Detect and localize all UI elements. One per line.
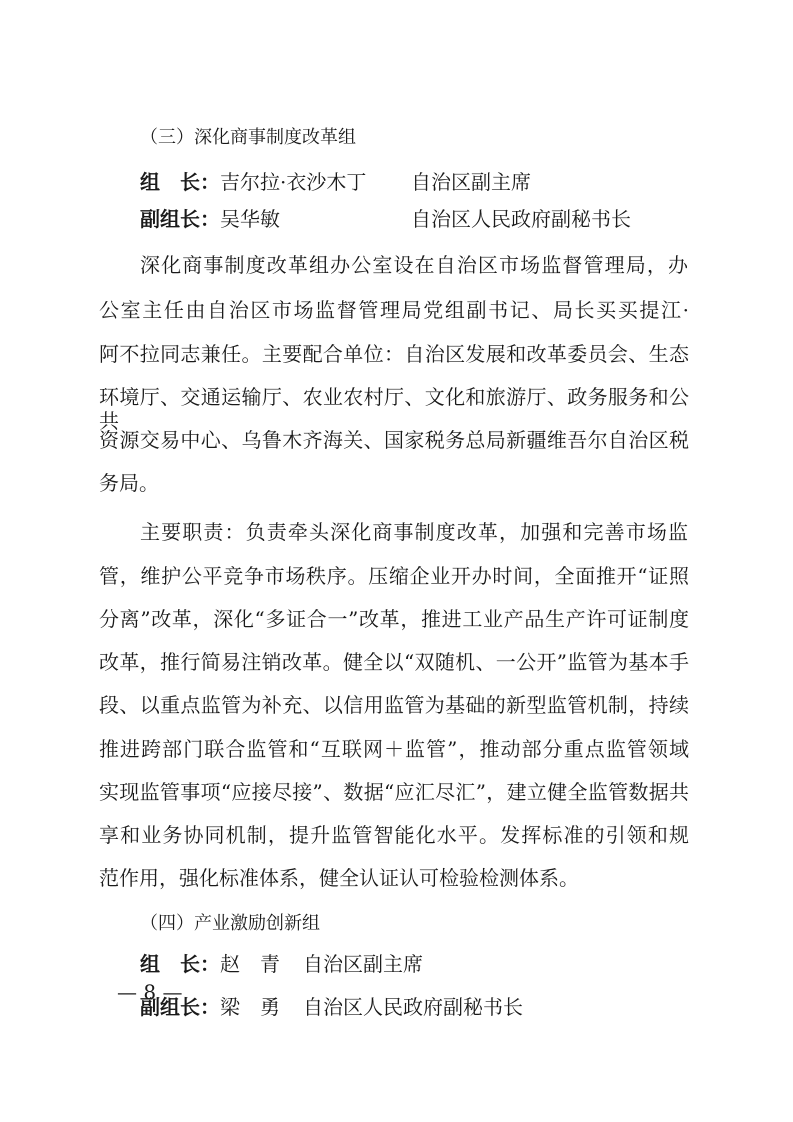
deputy-name: 吴华敏 xyxy=(220,207,280,231)
duty-paragraph-line: 管，维护公平竞争市场秩序。压缩企业开办时间，全面推开“证照 xyxy=(99,564,689,588)
duty-paragraph-line: 享和业务协同机制，提升监管智能化水平。发挥标准的引领和规 xyxy=(99,823,689,847)
office-paragraph-line: 阿不拉同志兼任。主要配合单位：自治区发展和改革委员会、生态 xyxy=(99,342,689,366)
duty-paragraph-line: 主要职责：负责牵头深化商事制度改革，加强和完善市场监 xyxy=(140,520,688,544)
deputy-title: 自治区人民政府副秘书长 xyxy=(303,995,523,1019)
leader-label: 组 长： xyxy=(140,170,220,194)
duty-paragraph-line: 实现监管事项“应接尽接”、数据“应汇尽汇”，建立健全监管数据共 xyxy=(99,780,689,804)
section-4-leader-row xyxy=(140,952,423,976)
section-3-heading: （三）深化商事制度改革组 xyxy=(140,127,356,148)
deputy-name: 梁 勇 xyxy=(220,995,280,1019)
section-4-heading: （四）产业激励创新组 xyxy=(140,913,320,934)
deputy-title: 自治区人民政府副秘书长 xyxy=(411,207,631,231)
section-3-deputy-row xyxy=(140,207,631,231)
leader-name: 吉尔拉·衣沙木丁 xyxy=(220,170,367,194)
page-number: — 8 — xyxy=(117,980,183,1004)
leader-name: 赵 青 xyxy=(220,952,280,976)
duty-paragraph-line: 分离”改革，深化“多证合一”改革，推进工业产品生产许可证制度 xyxy=(99,607,689,631)
office-paragraph-line: 深化商事制度改革组办公室设在自治区市场监督管理局，办 xyxy=(140,253,688,277)
deputy-label: 副组长： xyxy=(140,995,220,1019)
office-paragraph-line: 公室主任由自治区市场监督管理局党组副书记、局长买买提江· xyxy=(99,298,689,322)
section-3-leader-row xyxy=(140,170,531,194)
duty-paragraph-line: 范作用，强化标准体系，健全认证认可检验检测体系。 xyxy=(99,866,579,890)
deputy-label: 副组长： xyxy=(140,207,220,231)
office-paragraph-line: 环境厅、交通运输厅、农业农村厅、文化和旅游厅、政务服务和公共 xyxy=(99,385,689,433)
leader-title: 自治区副主席 xyxy=(303,952,423,976)
leader-title: 自治区副主席 xyxy=(411,170,531,194)
duty-paragraph-line: 改革，推行简易注销改革。健全以“双随机、一公开”监管为基本手 xyxy=(99,650,689,674)
office-paragraph-line: 务局。 xyxy=(99,471,159,495)
leader-label: 组 长： xyxy=(140,952,220,976)
duty-paragraph-line: 段、以重点监管为补充、以信用监管为基础的新型监管机制，持续 xyxy=(99,693,689,717)
duty-paragraph-line: 推进跨部门联合监管和“互联网＋监管”，推动部分重点监管领域 xyxy=(99,737,689,761)
office-paragraph-line: 资源交易中心、乌鲁木齐海关、国家税务总局新疆维吾尔自治区税 xyxy=(99,428,689,452)
